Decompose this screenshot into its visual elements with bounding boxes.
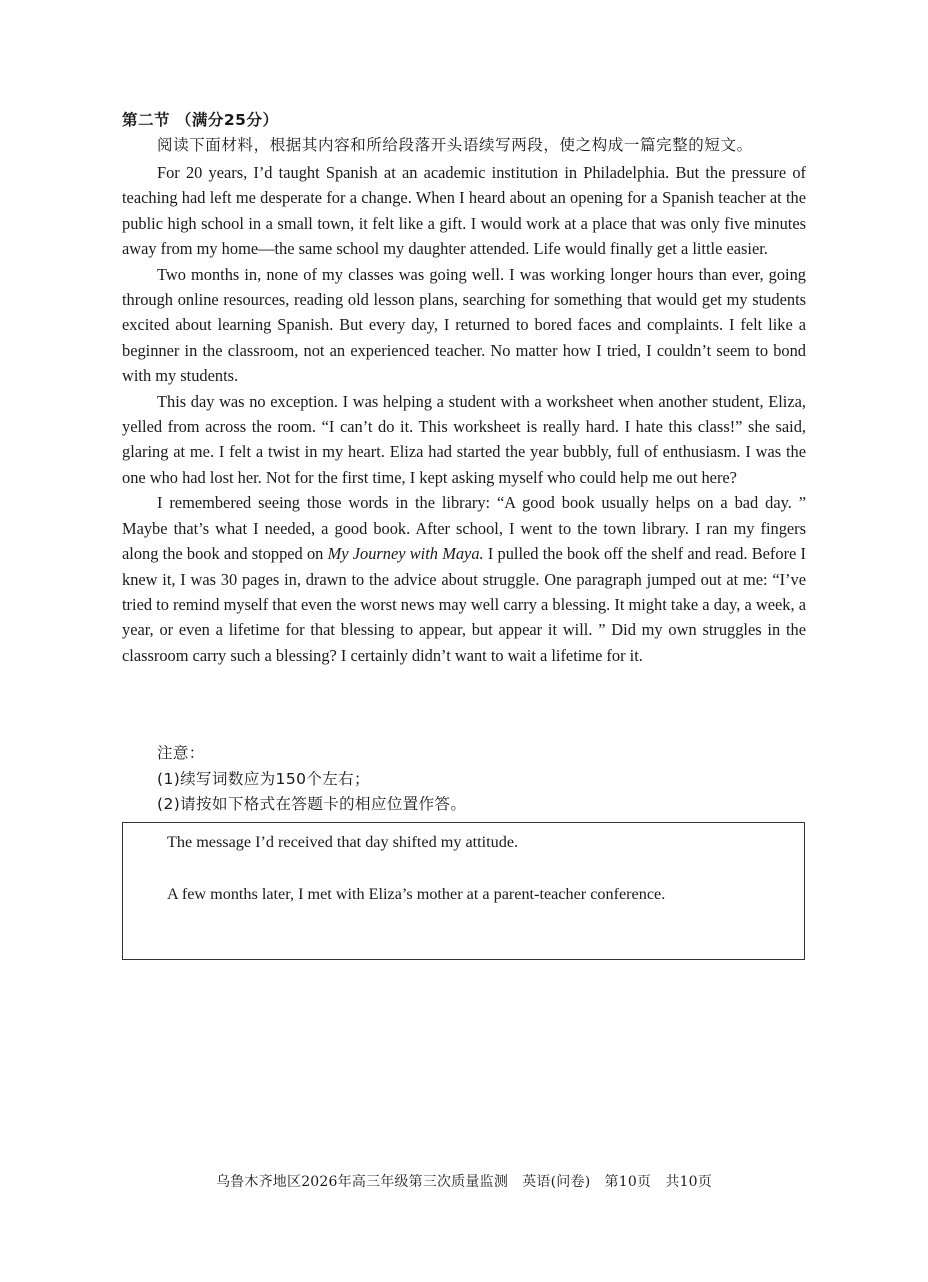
note-item-answer-format: (2)请按如下格式在答题卡的相应位置作答。 (157, 795, 467, 813)
passage-paragraph-2: Two months in, none of my classes was going well. I was working longer hours than ever, going through online resources, reading old lesson plans, searching for something that would get my students excited about learning Spanish. But every day, I returned to bored faces and complaints. I felt like a beginner in the classroom, not an experienced teacher. No matter how I tried, I couldn’t seem to bond with my students. (122, 264, 806, 386)
paragraph-4-text-start: I remembered seeing those words in the library: “A good book usually helps on a bad day. ” Maybe that’s what I needed, a good book. After school, I went to the town library. I ran my fingers along the book and stopped on (122, 493, 806, 564)
writing-instruction: 阅读下面材料，根据其内容和所给段落开头语续写两段，使之构成一篇完整的短文。 (157, 136, 753, 154)
passage-paragraph-3: This day was no exception. I was helping a student with a worksheet when another student, Eliza, yelled from across the room. “I can’t do it. This worksheet is really hard. I hate this class!” she said, glaring at me. I felt a twist in my heart. Eliza had started the year bubbly, full of enthusiasm. I was the one who had lost her. Not for the first time, I kept asking myself who could help me out here? (122, 391, 806, 487)
section-title: 第二节 （满分25分） (122, 111, 279, 129)
passage-paragraph-1: For 20 years, I’d taught Spanish at an academic institution in Philadelphia. But the pressure of teaching had left me desperate for a change. When I heard about an opening for a Spanish teacher at the public high school in a small town, it felt like a gift. I would work at a place that was only five minutes away from my home—the same school my daughter attended. Life would finally get a little easier. (122, 163, 806, 259)
reading-passage (122, 160, 806, 668)
paragraph-opener-1: The message I’d received that day shifted my attitude. (167, 833, 519, 851)
paragraph-4-text-end: I pulled the book off the shelf and read. Before I knew it, I was 30 pages in, drawn to the advice about struggle. One paragraph jumped out at me: “I’ve tried to remind myself that even the worst news may well carry a blessing. It might take a day, a week, a year, or even a lifetime for that blessing to appear, but appear it will. ” Did my own struggles in the classroom carry such a blessing? I certainly didn’t want to wait a lifetime for it. (122, 544, 806, 665)
notes-heading: 注意： (157, 744, 205, 762)
page-footer: 乌鲁木齐地区2026年高三年级第三次质量监测 英语(问卷) 第10页 共10页 (216, 1174, 712, 1190)
paragraph-opener-2: A few months later, I met with Eliza’s mother at a parent-teacher conference. (167, 885, 666, 903)
book-title: My Journey with Maya. (327, 544, 484, 564)
answer-format-box (122, 822, 805, 960)
passage-paragraph-4 (122, 490, 806, 668)
notes-section (157, 741, 466, 818)
note-item-word-count: (1)续写词数应为150个左右； (157, 769, 370, 788)
